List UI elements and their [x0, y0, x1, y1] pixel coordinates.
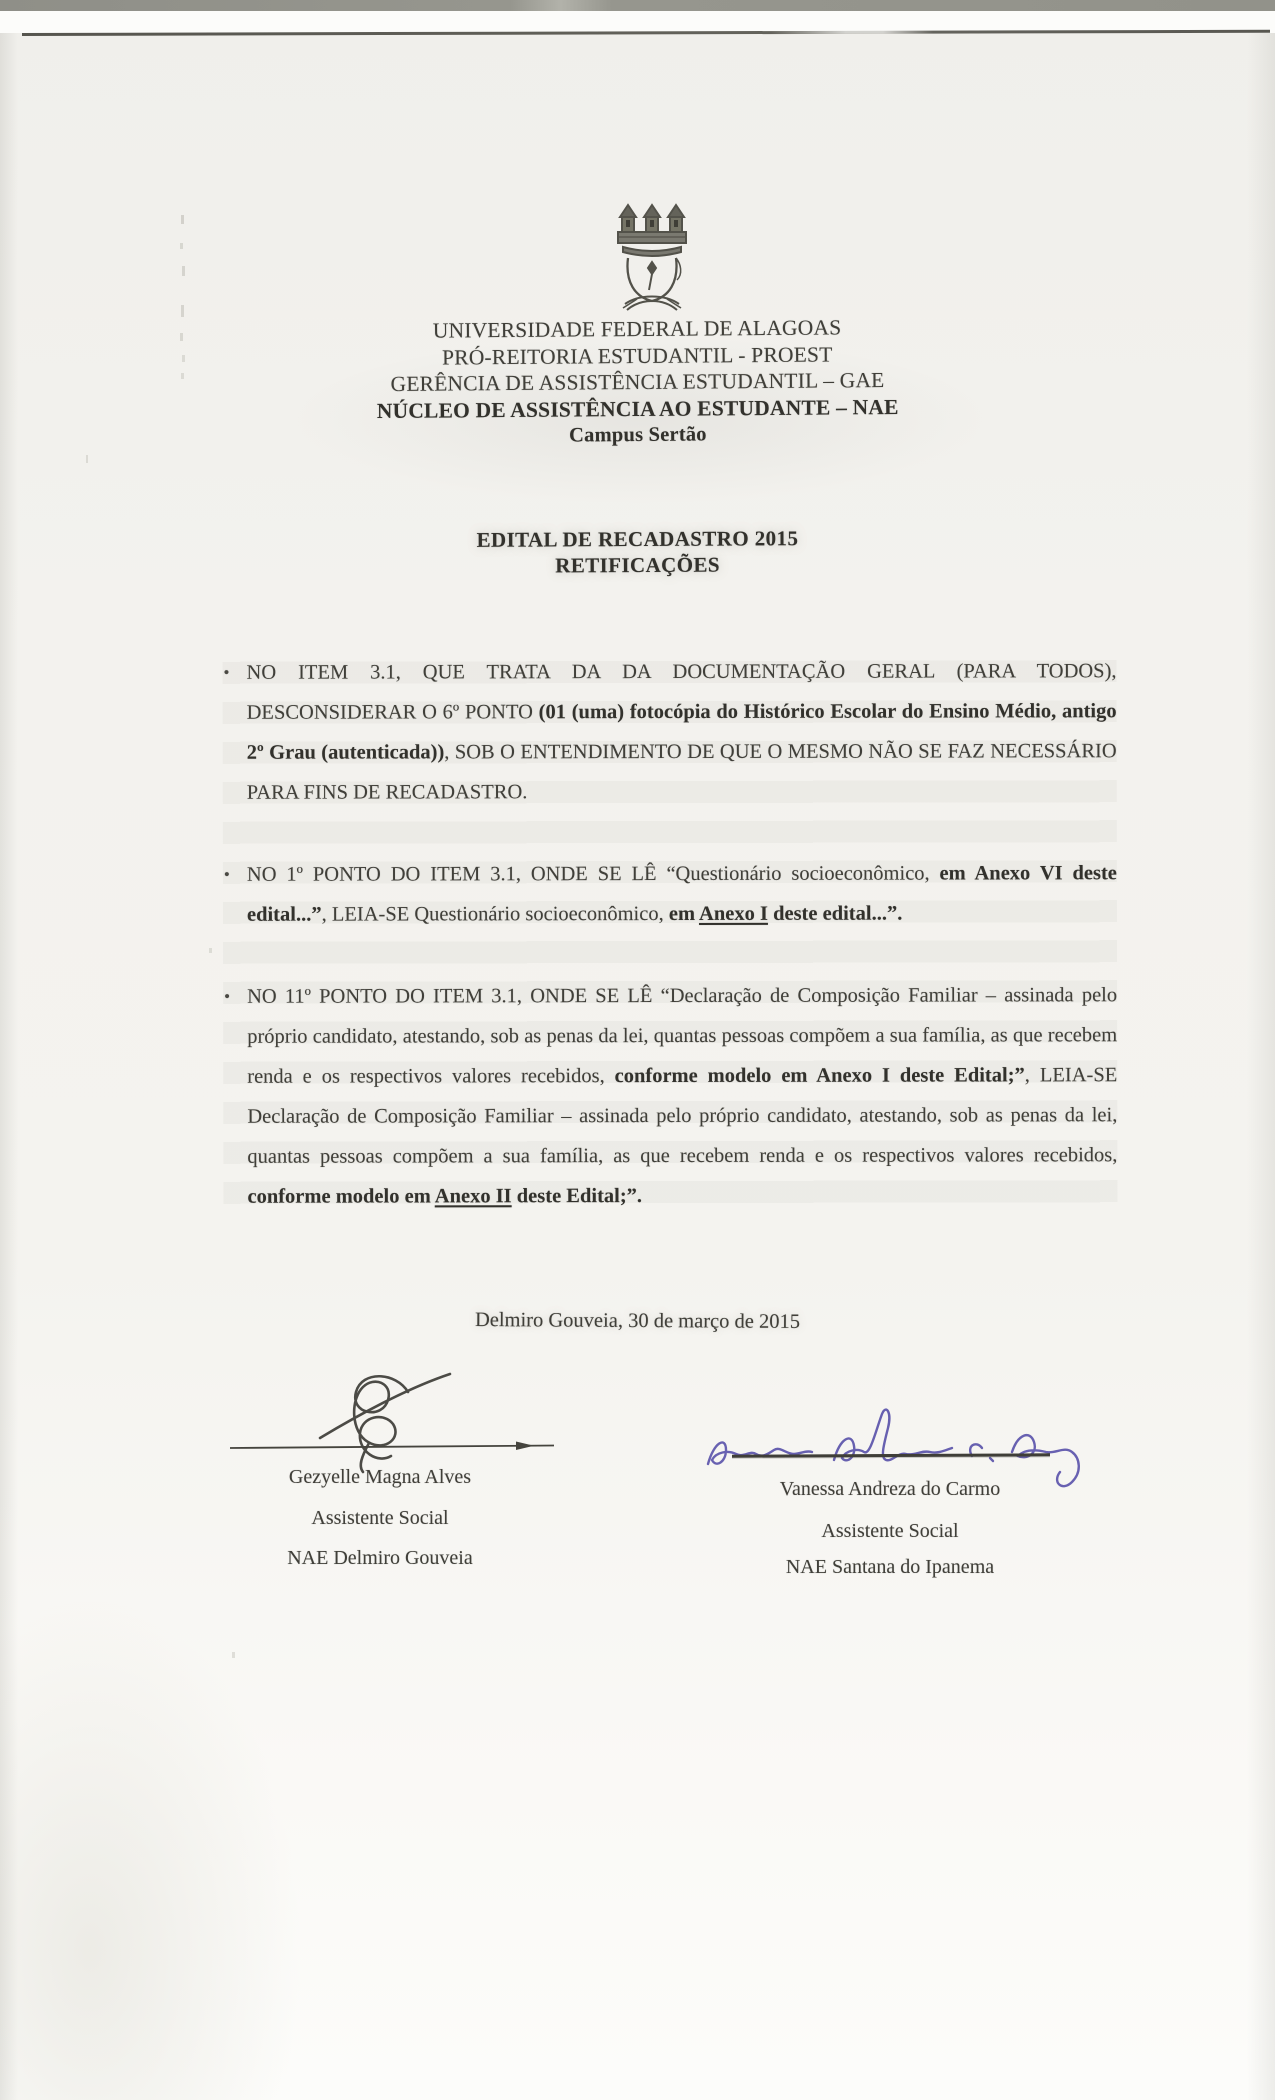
- scan-speck: [180, 333, 183, 341]
- bullet-item: [223, 975, 1117, 1217]
- title-line: RETIFICAÇÕES: [555, 552, 720, 578]
- bullet-text-segment: em: [668, 902, 700, 926]
- bullet-marker-icon: •: [223, 662, 230, 682]
- bullet-text-segment: deste edital...”.: [767, 902, 903, 925]
- bullet-text-segment: , LEIA-SE Questionário socioeconômico,: [321, 903, 669, 926]
- university-crest-icon: [615, 200, 689, 314]
- signatory-role: Assistente Social: [311, 1507, 449, 1529]
- institution-line: UNIVERSIDADE FEDERAL DE ALAGOAS: [432, 315, 842, 343]
- scan-speck: [181, 215, 184, 224]
- bullet-text-segment: conforme modelo em: [247, 1185, 435, 1208]
- bullet-text-segment: Anexo I: [698, 902, 768, 925]
- bullet-marker-icon: •: [224, 986, 231, 1006]
- bullet-text-segment: Anexo II: [434, 1185, 512, 1208]
- institution-line: PRÓ-REITORIA ESTUDANTIL - PROEST: [441, 341, 833, 370]
- scan-speck: [86, 455, 88, 463]
- scan-speck: [180, 243, 183, 249]
- bullet-text-segment: NO 11º PONTO DO ITEM 3.1, ONDE SE LÊ “Declaração de Composição Familiar – assinada pelo próprio candidato, atestando, sob as penas da lei, quantas pessoas compõem a sua família, as que recebem renda e os respectivos valores recebidos,: [247, 984, 1118, 1088]
- bullet-list: [223, 651, 1118, 1217]
- signatory-name: Gezyelle Magna Alves: [288, 1466, 472, 1488]
- bullet-text-segment: (01 (uma) fotocópia do Histórico Escolar do Ensino Médio, antigo 2º Grau (autenticada)): [246, 700, 1117, 764]
- bullet-item: [223, 651, 1117, 813]
- scan-speck: [181, 373, 184, 379]
- scan-speck: [181, 305, 184, 317]
- scanner-edge-band: [0, 0, 1275, 11]
- institution-header: [0, 311, 1275, 454]
- campus-line: Campus Sertão: [569, 423, 707, 447]
- bullet-marker-icon: •: [223, 864, 230, 884]
- signature-block-left: [160, 1388, 600, 1598]
- document-title: [0, 523, 1275, 582]
- signature-line-arrow: [228, 1440, 558, 1452]
- scan-speck: [182, 266, 185, 276]
- bullet-item: [223, 853, 1117, 935]
- signatory-unit: NAE Santana do Ipanema: [785, 1556, 995, 1578]
- bullet-text-segment: NO 1º PONTO DO ITEM 3.1, ONDE SE LÊ “Questionário socioeconômico,: [246, 862, 940, 886]
- bullet-text-segment: , LEIA-SE Declaração de Composição Familiar – assinada pelo próprio candidato, atestando, sob as penas da lei, quantas pessoas compõem a sua família, as que recebem renda e os respectivos valores recebidos,: [247, 1064, 1118, 1168]
- bullet-text-segment: NO ITEM 3.1, QUE TRATA DA DA DOCUMENTAÇÃO GERAL (PARA TODOS), DESCONSIDERAR O 6º PONTO: [246, 660, 1117, 724]
- bullet-text-segment: deste Edital;”.: [511, 1185, 643, 1208]
- institution-line: GERÊNCIA DE ASSISTÊNCIA ESTUDANTIL – GAE: [390, 368, 885, 396]
- signatory-role: Assistente Social: [821, 1520, 959, 1542]
- signature-block-right: [672, 1388, 1108, 1598]
- bullet-text-segment: conforme modelo em Anexo I deste Edital;”: [614, 1064, 1025, 1088]
- bullet-text-segment: , SOB O ENTENDIMENTO DE QUE O MESMO NÃO SE FAZ NECESSÁRIO PARA FINS DE RECADASTRO.: [246, 740, 1117, 804]
- bullet-text-segment: em Anexo VI deste edital...”: [246, 862, 1117, 926]
- scan-speck: [232, 1652, 235, 1658]
- place-date-line: Delmiro Gouveia, 30 de março de 2015: [474, 1309, 801, 1333]
- signatory-unit: NAE Delmiro Gouveia: [287, 1547, 473, 1569]
- institution-line: NÚCLEO DE ASSISTÊNCIA AO ESTUDANTE – NAE: [376, 394, 899, 423]
- signatory-name: Vanessa Andreza do Carmo: [779, 1478, 1001, 1500]
- title-line: EDITAL DE RECADASTRO 2015: [476, 526, 799, 552]
- scan-speck: [182, 355, 185, 362]
- scan-speck: [209, 948, 212, 953]
